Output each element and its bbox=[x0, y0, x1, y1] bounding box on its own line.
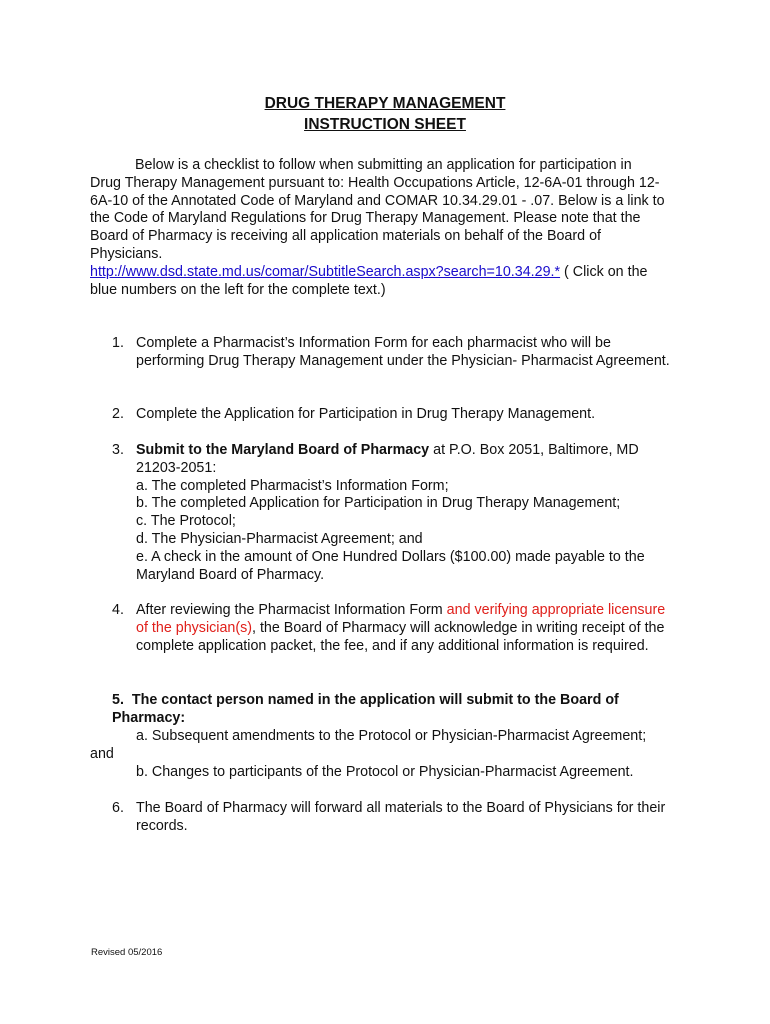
sub-item-a: a. The completed Pharmacist’s Information Form; bbox=[136, 477, 449, 494]
sub-item-d: d. The Physician-Pharmacist Agreement; and bbox=[136, 530, 423, 547]
item-text-pre: After reviewing the Pharmacist Information Form bbox=[136, 602, 447, 618]
item-text: Complete a Pharmacist’s Information Form for each pharmacist who will be performing Drug Therapy Management under the Physician- Pharmacist Agreement. bbox=[136, 335, 670, 369]
item-text: The Board of Pharmacy will forward all materials to the Board of Physicians for their records. bbox=[136, 800, 666, 834]
revision-date: Revised 05/2016 bbox=[91, 947, 163, 958]
list-item-1 bbox=[112, 335, 672, 371]
submit-heading: Submit to the Maryland Board of Pharmacy bbox=[136, 442, 430, 458]
link-note: ( Click on the blue numbers on the left for the complete text.) bbox=[90, 263, 648, 298]
intro-paragraph bbox=[90, 157, 665, 299]
item-number: 3. bbox=[112, 442, 124, 458]
list-item-4 bbox=[112, 602, 672, 655]
list-item-3 bbox=[112, 442, 672, 584]
list-item-6 bbox=[112, 800, 672, 836]
item-text-red: and verifying appropriate licensure of the physician(s) bbox=[136, 602, 666, 636]
list-item-5 bbox=[112, 692, 672, 728]
item-5-sub-a: a. Subsequent amendments to the Protocol or Physician-Pharmacist Agreement; bbox=[136, 728, 647, 744]
intro-text: Below is a checklist to follow when submitting an application for participation in Drug Therapy Management pursuant to: Health Occupations Article, 12-6A-01 through 12-6A-10 of the Annotated Code of Maryland and COMAR 10.34.29.01 - .07. Below is a link to the Code of Maryland Regulations for Drug Therapy Management. Please note that the Board of Pharmacy is receiving all application materials on behalf of the Board of Physicians. bbox=[90, 157, 665, 262]
submit-address: at P.O. Box 2051, Baltimore, MD 21203-2051: bbox=[136, 442, 639, 476]
item-5-sub-b: b. Changes to participants of the Protocol or Physician-Pharmacist Agreement. bbox=[136, 764, 634, 780]
item-text: Complete the Application for Participation in Drug Therapy Management. bbox=[136, 406, 596, 422]
item-number: 6. bbox=[112, 800, 124, 816]
sub-item-c: c. The Protocol; bbox=[136, 513, 236, 530]
item-number: 5. bbox=[112, 692, 124, 708]
sub-item-e: e. A check in the amount of One Hundred Dollars ($100.00) made payable to the Maryland Board of Pharmacy. bbox=[136, 548, 645, 583]
item-5-and: and bbox=[90, 746, 114, 762]
list-item-2 bbox=[112, 406, 672, 424]
item-text-post: , the Board of Pharmacy will acknowledge in writing receipt of the complete application packet, the fee, and if any additional information is required. bbox=[136, 619, 665, 654]
document-title-line-2: INSTRUCTION SHEET bbox=[304, 116, 466, 133]
item-number: 1. bbox=[112, 335, 124, 351]
item-number: 2. bbox=[112, 406, 124, 422]
contact-heading: 5. The contact person named in the application will submit to the Board of Pharmacy: bbox=[112, 692, 619, 726]
comar-link[interactable]: http://www.dsd.state.md.us/comar/SubtitleSearch.aspx?search=10.34.29.* bbox=[90, 263, 561, 280]
item-number: 4. bbox=[112, 602, 124, 618]
document-title-line-1: DRUG THERAPY MANAGEMENT bbox=[264, 95, 506, 112]
sub-item-b: b. The completed Application for Participation in Drug Therapy Management; bbox=[136, 495, 621, 512]
